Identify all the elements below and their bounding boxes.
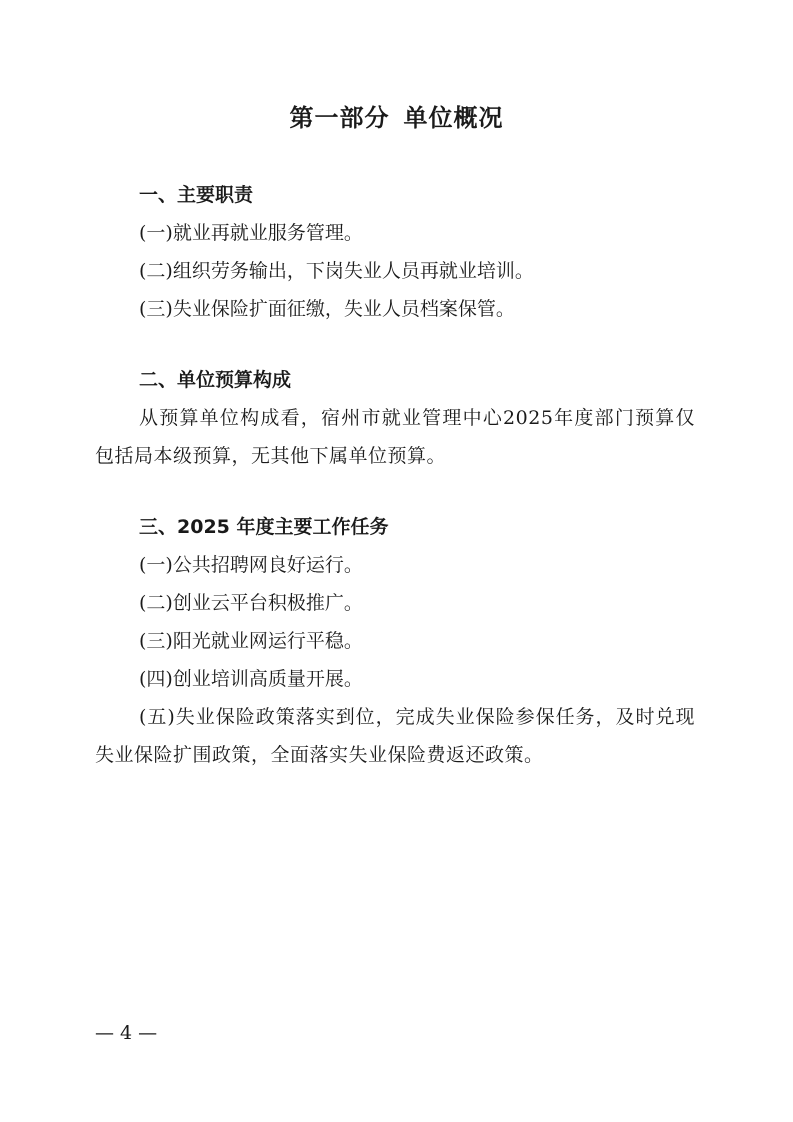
section-1-item: (三)失业保险扩面征缴，失业人员档案保管。 [139,298,515,320]
page-title [0,98,793,138]
document-body [95,176,695,774]
section-3-item: (三)阳光就业网运行平稳。 [139,630,363,652]
title-part-2: 单位概况 [403,104,504,132]
section-1-item: (一)就业再就业服务管理。 [139,222,363,244]
title-part-1: 第一部分 [289,104,390,132]
section-2-paragraph: 从预算单位构成看，宿州市就业管理中心2025年度部门预算仅包括局本级预算，无其他下属单位预算。 [95,407,695,467]
section-3-item: (二)创业云平台积极推广。 [139,592,363,614]
section-3-heading: 三、2025 年度主要工作任务 [139,516,389,538]
section-spacer [95,475,695,508]
section-2-heading: 二、单位预算构成 [139,369,292,391]
section-3-last-item: (五)失业保险政策落实到位，完成失业保险参保任务，及时兑现失业保险扩围政策，全面落实失业保险费返还政策。 [95,706,695,766]
section-1-item: (二)组织劳务输出，下岗失业人员再就业培训。 [139,260,534,282]
page-number: — 4 — [95,1022,158,1044]
section-3-item: (一)公共招聘网良好运行。 [139,554,363,576]
section-3-item: (四)创业培训高质量开展。 [139,668,363,690]
section-spacer [95,328,695,361]
section-1-heading: 一、主要职责 [139,184,254,206]
